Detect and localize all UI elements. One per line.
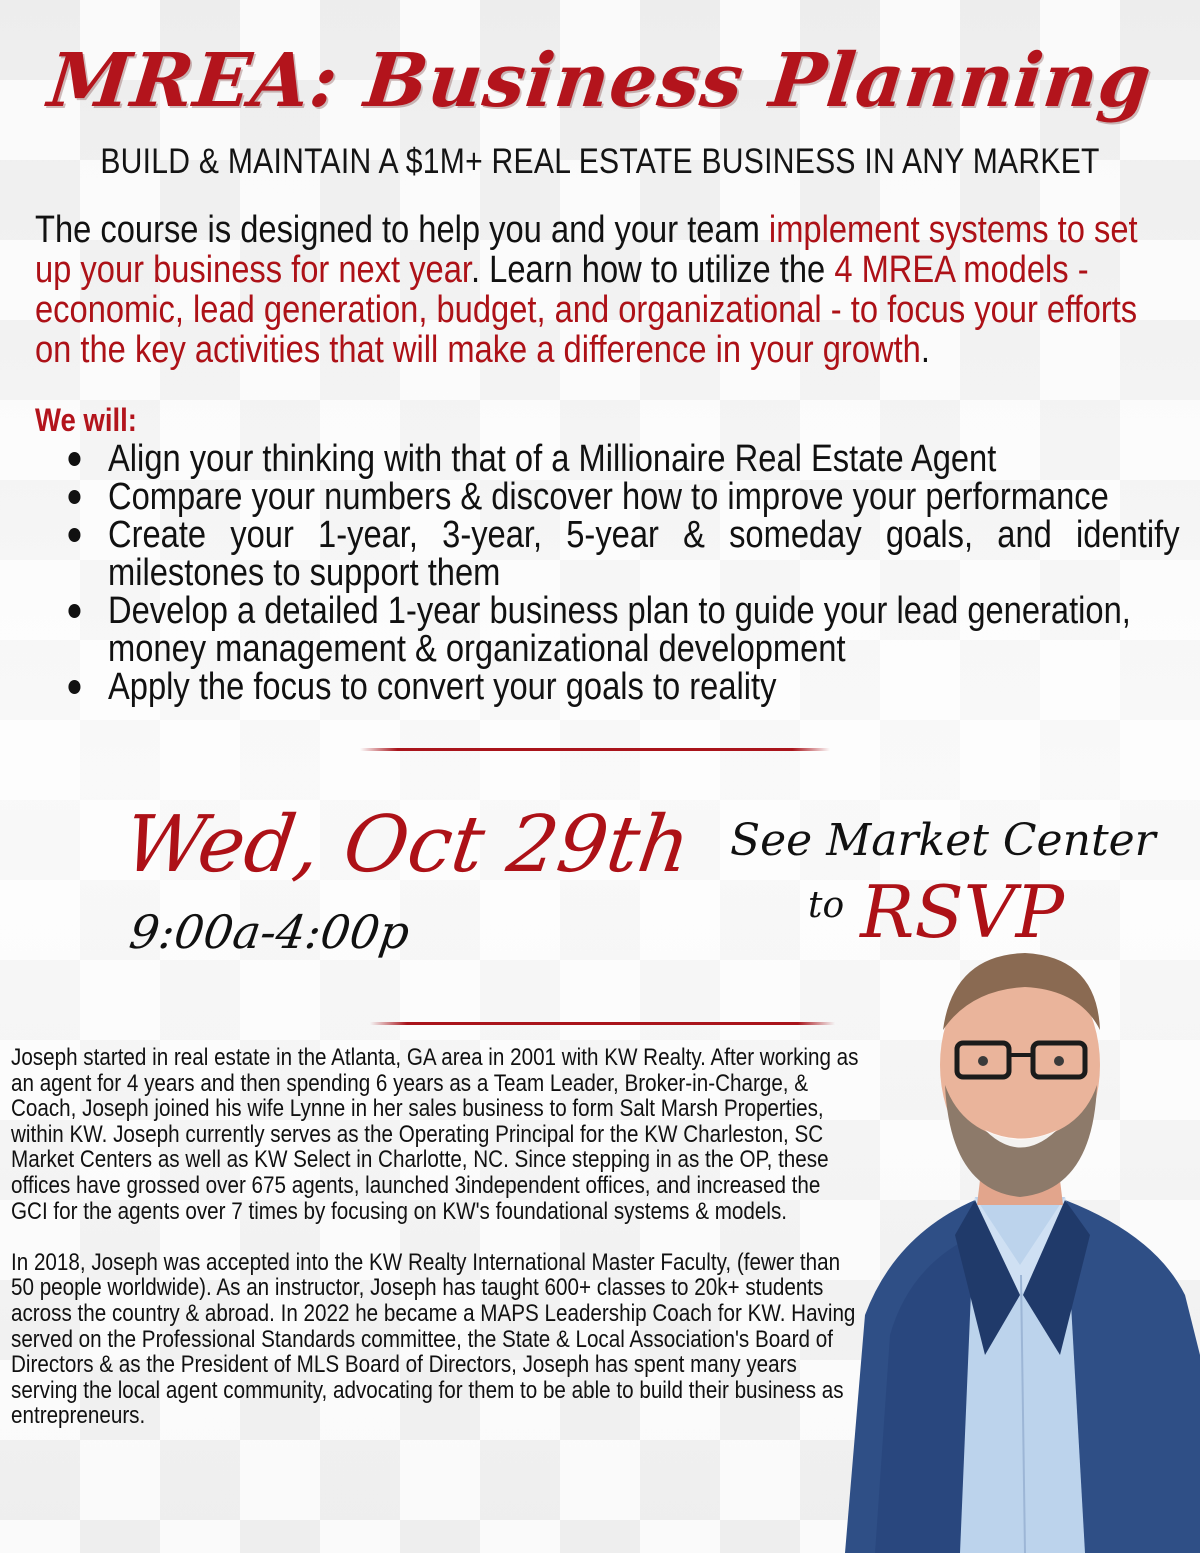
bullet-icon [68,490,80,504]
divider-top [360,748,830,751]
intro-highlight-2: 4 MREA models - economic, lead generation, budget, and organizational - to focus your efforts on the key activities that will make a difference in your growth [35,249,1138,371]
instructor-photo [835,935,1200,1553]
event-date: Wed, Oct 29th [118,800,696,890]
course-description [35,210,1172,370]
flyer-subtitle: BUILD & MAINTAIN A $1M+ REAL ESTATE BUSINESS IN ANY MARKET [100,142,1100,181]
intro-text-2: . Learn how to utilize the [470,249,835,291]
list-item: Apply the focus to convert your goals to reality [65,668,1180,706]
rsvp-word: RSVP [860,870,1065,954]
list-item: Create your 1-year, 3-year, 5-year & someday goals, and identify milestones to support them [65,516,1180,592]
list-item: Develop a detailed 1-year business plan to guide your lead generation, money management & organizational development [65,592,1180,668]
flyer-title: MREA: Business Planning [44,38,1156,124]
bullet-icon [68,452,80,466]
we-will-heading: We will: [35,402,137,438]
rsvp-line-1: See Market Center [730,815,1156,866]
divider-bottom [370,1022,835,1025]
intro-text-1: The course is designed to help you and your team [35,209,769,251]
intro-text-3: . [920,329,930,371]
bio-paragraph-1: Joseph started in real estate in the Atlanta, GA area in 2001 with KW Realty. After working as an agent for 4 years and then spending 6 years as a Team Leader, Broker-in-Charge, & Coach, Joseph joined his wife Lynne in her sales business to form Salt Marsh Properties, within KW. Joseph currently serves as the Operating Principal for the KW Charleston, SC Market Centers as well as KW Select in Charlotte, NC. Since stepping in as the OP, these offices have grossed over 675 agents, launched 3independent offices, and increased the GCI for the agents over 7 times by focusing on KW's foundational systems & models. [11,1044,859,1225]
list-item: Compare your numbers & discover how to improve your performance [65,478,1180,516]
bio-paragraph-2: In 2018, Joseph was accepted into the KW Realty International Master Faculty, (fewer than 50 people worldwide). As an instructor, Joseph has taught 600+ classes to 20k+ students across the country & abroad. In 2022 he became a MAPS Leadership Coach for KW. Having served on the Professional Standards committee, the State & Local Association's Board of Directors & as the President of MLS Board of Directors, Joseph has spent many years serving the local agent community, advocating for them to be able to build their business as entrepreneurs. [11,1248,856,1430]
list-item: Align your thinking with that of a Millionaire Real Estate Agent [65,440,1180,478]
objectives-list [65,440,1180,706]
event-time: 9:00a-4:00p [126,905,413,959]
bullet-icon [68,528,80,542]
bullet-icon [68,680,80,694]
instructor-bio [11,1045,862,1429]
intro-highlight-1: implement systems to set up your business for next year [35,209,1138,291]
rsvp-to: to [808,885,845,926]
bullet-icon [68,604,80,618]
